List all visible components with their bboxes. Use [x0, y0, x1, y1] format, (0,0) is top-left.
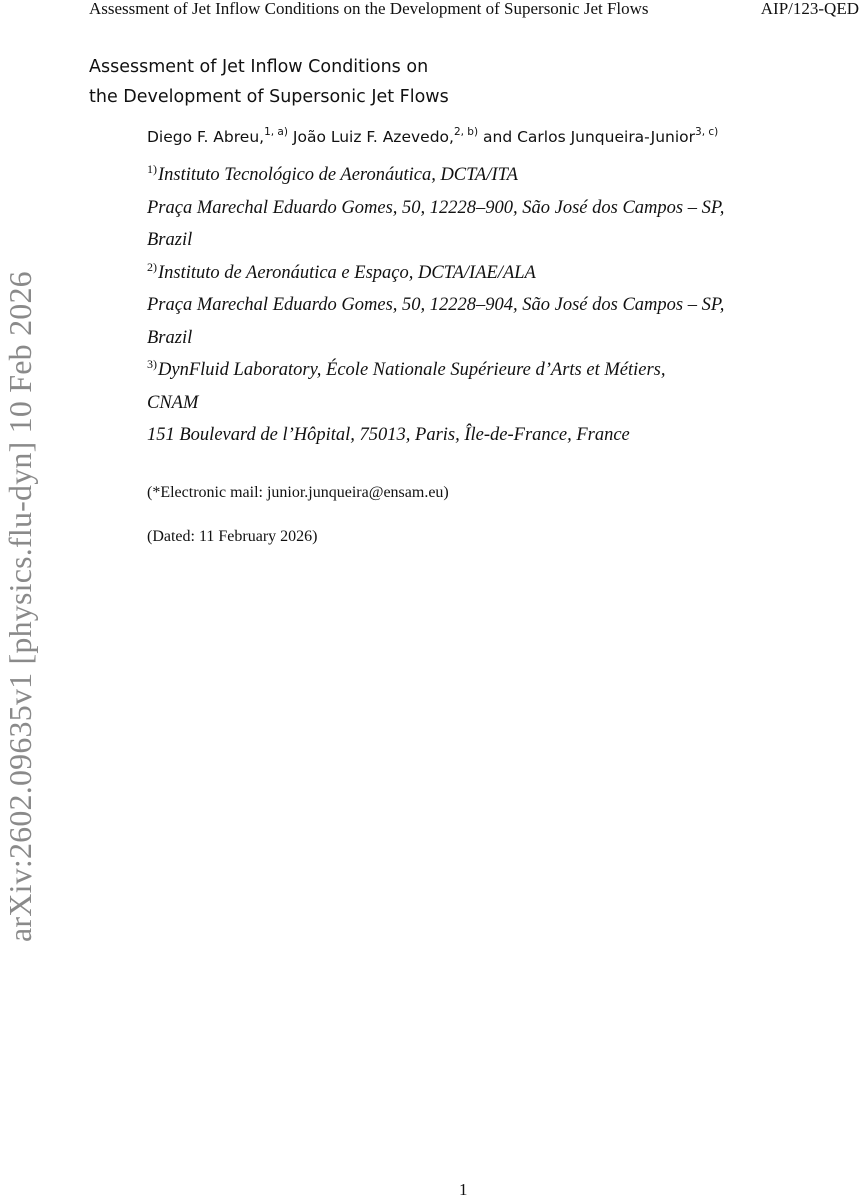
dated-line: (Dated: 11 February 2026) [147, 528, 318, 545]
paper-title-line-2: the Development of Supersonic Jet Flows [89, 87, 449, 107]
affiliation-1-line-3: Brazil [147, 230, 193, 250]
paper-title-line-1: Assessment of Jet Inflow Conditions on [89, 57, 429, 77]
paper-title [89, 52, 449, 112]
affiliation-3-line-3: 151 Boulevard de l’Hôpital, 75013, Paris, Île-de-France, France [147, 425, 630, 445]
author-affiliation-mark: 2, b) [453, 126, 479, 138]
affiliation-2-line-1 [147, 257, 724, 290]
affiliation-mark: 1) [147, 162, 157, 176]
affiliation-2-line-2: Praça Marechal Eduardo Gomes, 50, 12228–904, São José dos Campos – SP, [147, 295, 725, 315]
affiliation-3-line-1 [147, 354, 724, 387]
affiliation-text: Instituto de Aeronáutica e Espaço, DCTA/IAE/ALA [158, 262, 536, 283]
running-head-code: AIP/123-QED [760, 0, 859, 18]
affiliation-1-line-2: Praça Marechal Eduardo Gomes, 50, 12228–900, São José dos Campos – SP, [147, 197, 725, 218]
affiliation-mark: 2) [147, 259, 157, 274]
page-number: 1 [459, 1180, 468, 1199]
affiliation-2-line-3: Brazil [147, 327, 193, 348]
corresponding-email: (*Electronic mail: junior.junqueira@ensam.eu) [147, 484, 449, 501]
affiliation-mark: 3) [147, 357, 157, 371]
author-list [147, 126, 718, 148]
author-affiliation-mark: 3, c) [695, 126, 719, 138]
running-head-title: Assessment of Jet Inflow Conditions on the Development of Supersonic Jet Flows [89, 0, 649, 18]
affiliations [147, 159, 724, 452]
running-head [89, 0, 859, 20]
arxiv-identifier-stamp: arXiv:2602.09635v1 [physics.flu-dyn] 10 Feb 2026 [2, 271, 38, 942]
author-affiliation-mark: 1, a) [264, 126, 288, 138]
affiliation-1-line-1 [147, 159, 724, 192]
affiliation-text: Instituto Tecnológico de Aeronáutica, DCTA/ITA [158, 165, 518, 185]
author-name: and Carlos Junqueira-Junior [483, 128, 696, 146]
author-name: João Luiz F. Azevedo, [292, 128, 454, 146]
author-name: Diego F. Abreu, [147, 128, 265, 146]
affiliation-text: DynFluid Laboratory, École Nationale Supérieure d’Arts et Métiers, [158, 360, 666, 380]
affiliation-3-line-2: CNAM [147, 392, 199, 413]
